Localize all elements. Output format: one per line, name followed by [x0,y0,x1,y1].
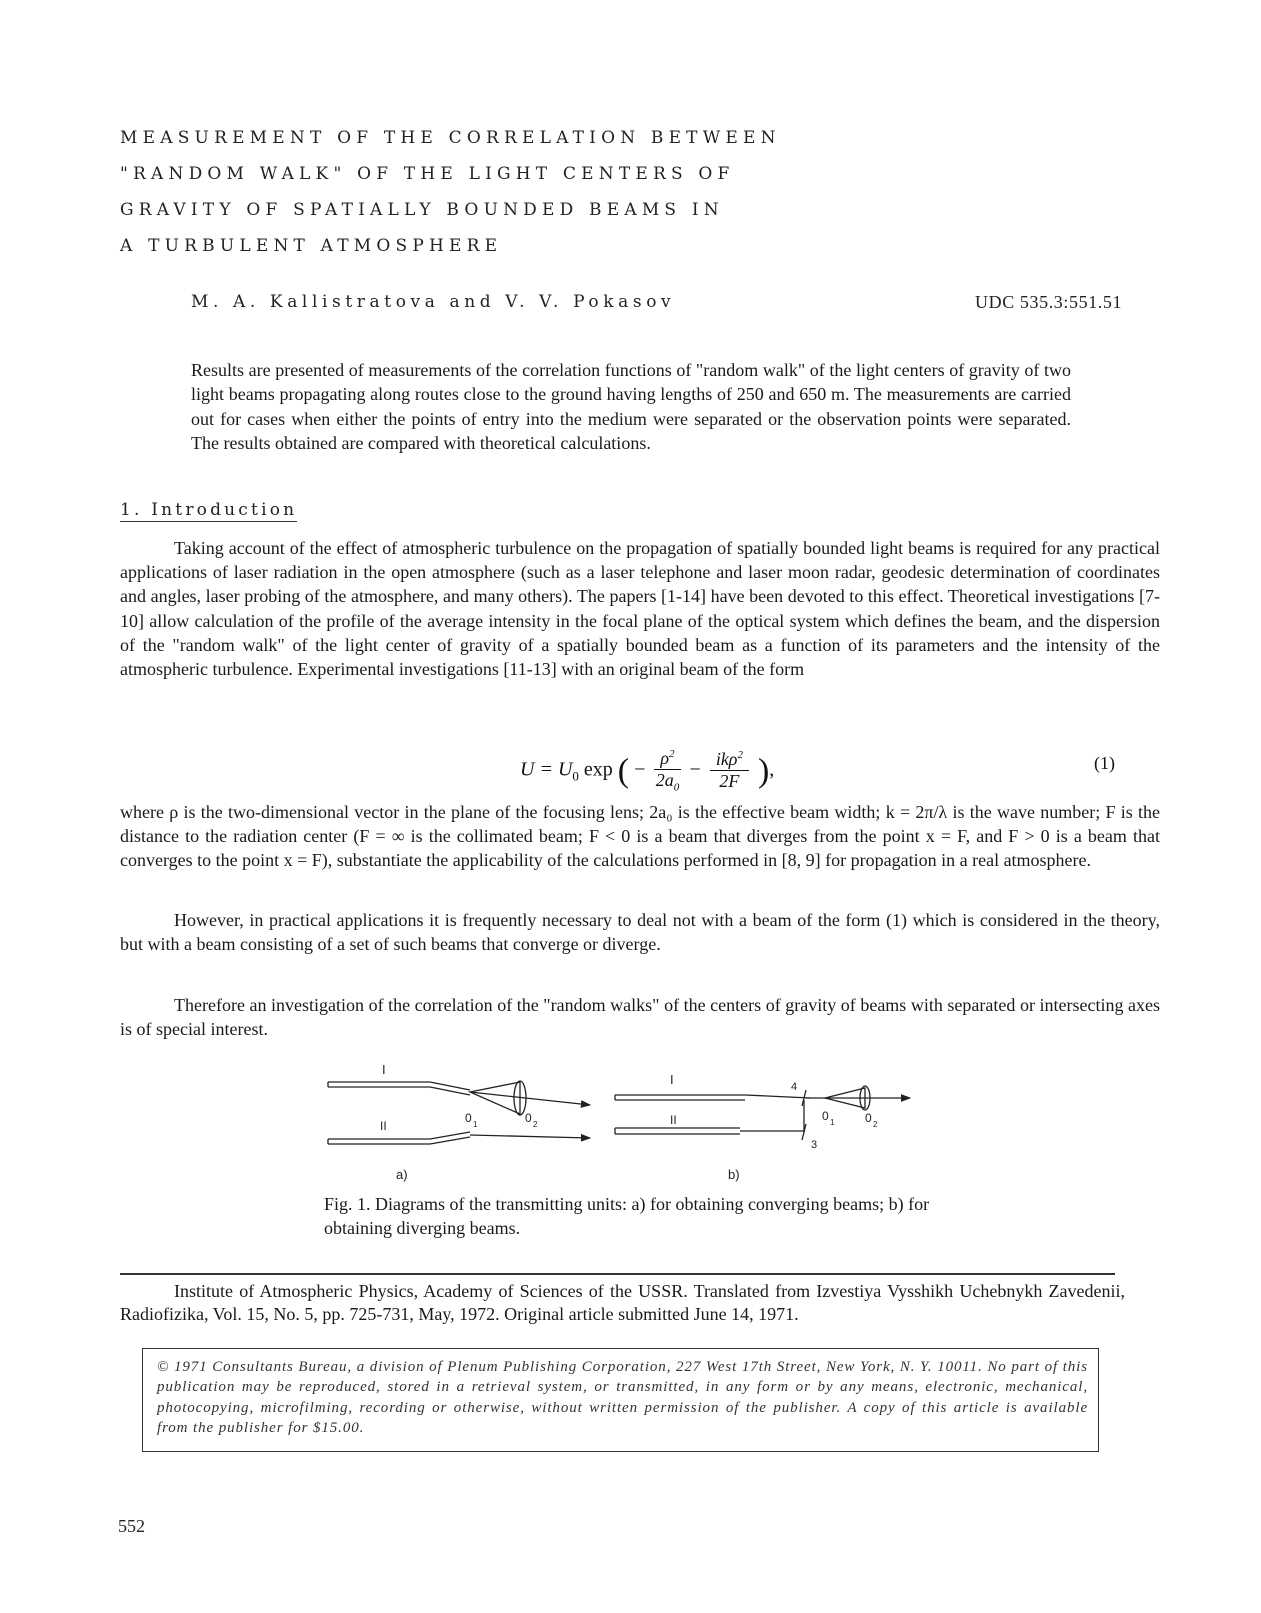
panel-a-diagram [328,1081,590,1144]
figure-1-caption: Fig. 1. Diagrams of the transmitting units: a) for obtaining converging beams; b) for obtaining diverging beams. [324,1194,930,1238]
intro-paragraph-3 [120,908,1160,956]
footnote-rule [120,1273,1115,1275]
eq-sub-0: 0 [572,768,579,784]
eq-term1-num: ρ [660,748,670,768]
b-o2-label: 0 [865,1111,872,1125]
eq-lhs: U = U [520,758,573,781]
intro-paragraph-1-text: Taking account of the effect of atmospheric turbulence on the propagation of spatially bounded light beams is required for any practical applications of laser radiation in the open atmosphere (such as a laser telephone and laser moon radar, geodesic determination of coordinates and angles, laser probing of the atmosphere, and many others). The papers [1-14] have been devoted to this effect. Theoretical investigations [7-10] allow calculation of the profile of the average intensity in the focal plane of the optical system which defines the beam, and the dispersion of the "random walk" of the light center of gravity of a spatially bounded beam as a function of its parameters and the intensity of the atmospheric turbulence. Experimental investigations [11-13] with an original beam of the form [120,538,1160,680]
page-number: 552 [118,1516,145,1536]
a-beam-1-label: I [382,1062,386,1077]
b-beam-2-label: II [670,1113,677,1127]
eq-term2-den: 2F [719,771,740,792]
equation-body: $U = U_0$ exp ( − $\frac{\rho^2}{2a_0}$ − ikρ$^2$ 2F ), [520,748,775,794]
abstract [191,358,1071,456]
figure-1 [320,1060,940,1210]
intro-paragraph-4-text: Therefore an investigation of the correlation of the "random walks" of the centers of gravity of beams with separated or intersecting axes is of special interest. [120,995,1160,1040]
eq-sup: 2 [669,748,675,760]
equation-1 [520,735,1160,805]
title-line-2: "RANDOM WALK" OF THE LIGHT CENTERS OF [120,164,735,184]
title-line-4: A TURBULENT ATMOSPHERE [120,236,503,256]
authors: M. A. Kallistratova and V. V. Pokasov [191,292,676,312]
copyright-notice: © 1971 Consultants Bureau, a division of Plenum Publishing Corporation, 227 West 17th Street, New York, N. Y. 10011. No part of this publication may be reproduced, stored in a retrieval system, or transmitted, in any form or by any means, electronic, mechanical, photocopying, microfilming, recording or otherwise, without written permission of the publisher. A copy of this article is available from the publisher for $15.00. [142,1348,1099,1452]
eq-sup-2: 2 [737,749,743,762]
footnote-text: Institute of Atmospheric Physics, Academy of Sciences of the USSR. Translated from Izvestiya Vysshikh Uchebnykh Zavedenii, Radiofizika, Vol. 15, No. 5, pp. 725-731, May, 1972. Original article submitted June 14, 1971. [120,1281,1125,1325]
a-o2-sub: 2 [533,1120,538,1129]
b-o1-sub: 1 [830,1118,835,1127]
udc-code: UDC 535.3:551.51 [975,292,1123,312]
b-mirror-4-label: 4 [791,1081,798,1093]
title-line-1: MEASUREMENT OF THE CORRELATION BETWEEN [120,128,781,148]
intro-paragraph-2-text: where ρ is the two-dimensional vector in the plane of the focusing lens; 2a₀ is the effective beam width; k = 2π/λ is the wave number; F is the distance to the radiation center (F = ∞ is the collimated beam; F < 0 is a beam that diverges from the point x = F, and F > 0 is a beam that converges to the point x = F), substantiate the applicability of the calculations performed in [8, 9] for propagation in a real atmosphere. [120,802,1160,871]
equation-number: (1) [1094,753,1115,773]
b-o2-sub: 2 [873,1120,878,1129]
a-o1-sub: 1 [473,1120,478,1129]
panel-b-label: b) [728,1167,740,1182]
a-beam-2-label: II [380,1119,387,1133]
eq-den-sub: 0 [673,781,680,794]
eq-term1-den: 2a [655,770,674,790]
intro-paragraph-1 [120,536,1160,681]
eq-exp: exp [583,758,613,781]
a-o1-label: 0 [465,1111,472,1125]
section-heading-introduction: 1. Introduction [120,500,298,520]
intro-paragraph-3-text: However, in practical applications it is frequently necessary to deal not with a beam of the form (1) which is considered in the theory, but with a beam consisting of a set of such beams that converge or diverge. [120,910,1160,955]
intro-paragraph-2 [120,800,1160,873]
intro-paragraph-4 [120,993,1160,1041]
a-o2-label: 0 [525,1111,532,1125]
abstract-text: Results are presented of measurements of the correlation functions of "random walk" of the light centers of gravity of two light beams propagating along routes close to the ground having lengths of 250 and 650 m. The measurements are carried out for cases when either the points of entry into the medium were separated or the observation points were separated. The results obtained are compared with theoretical calculations. [191,360,1071,454]
b-mirror-3-label: 3 [811,1139,818,1151]
title-line-3: GRAVITY OF SPATIALLY BOUNDED BEAMS IN [120,200,724,220]
footnote [120,1280,1125,1327]
b-beam-1-label: I [670,1072,674,1087]
eq-term2-num: ikρ [715,749,738,770]
panel-a-label: a) [396,1167,408,1182]
b-o1-label: 0 [822,1109,829,1123]
figure-1-diagram [320,1060,940,1190]
